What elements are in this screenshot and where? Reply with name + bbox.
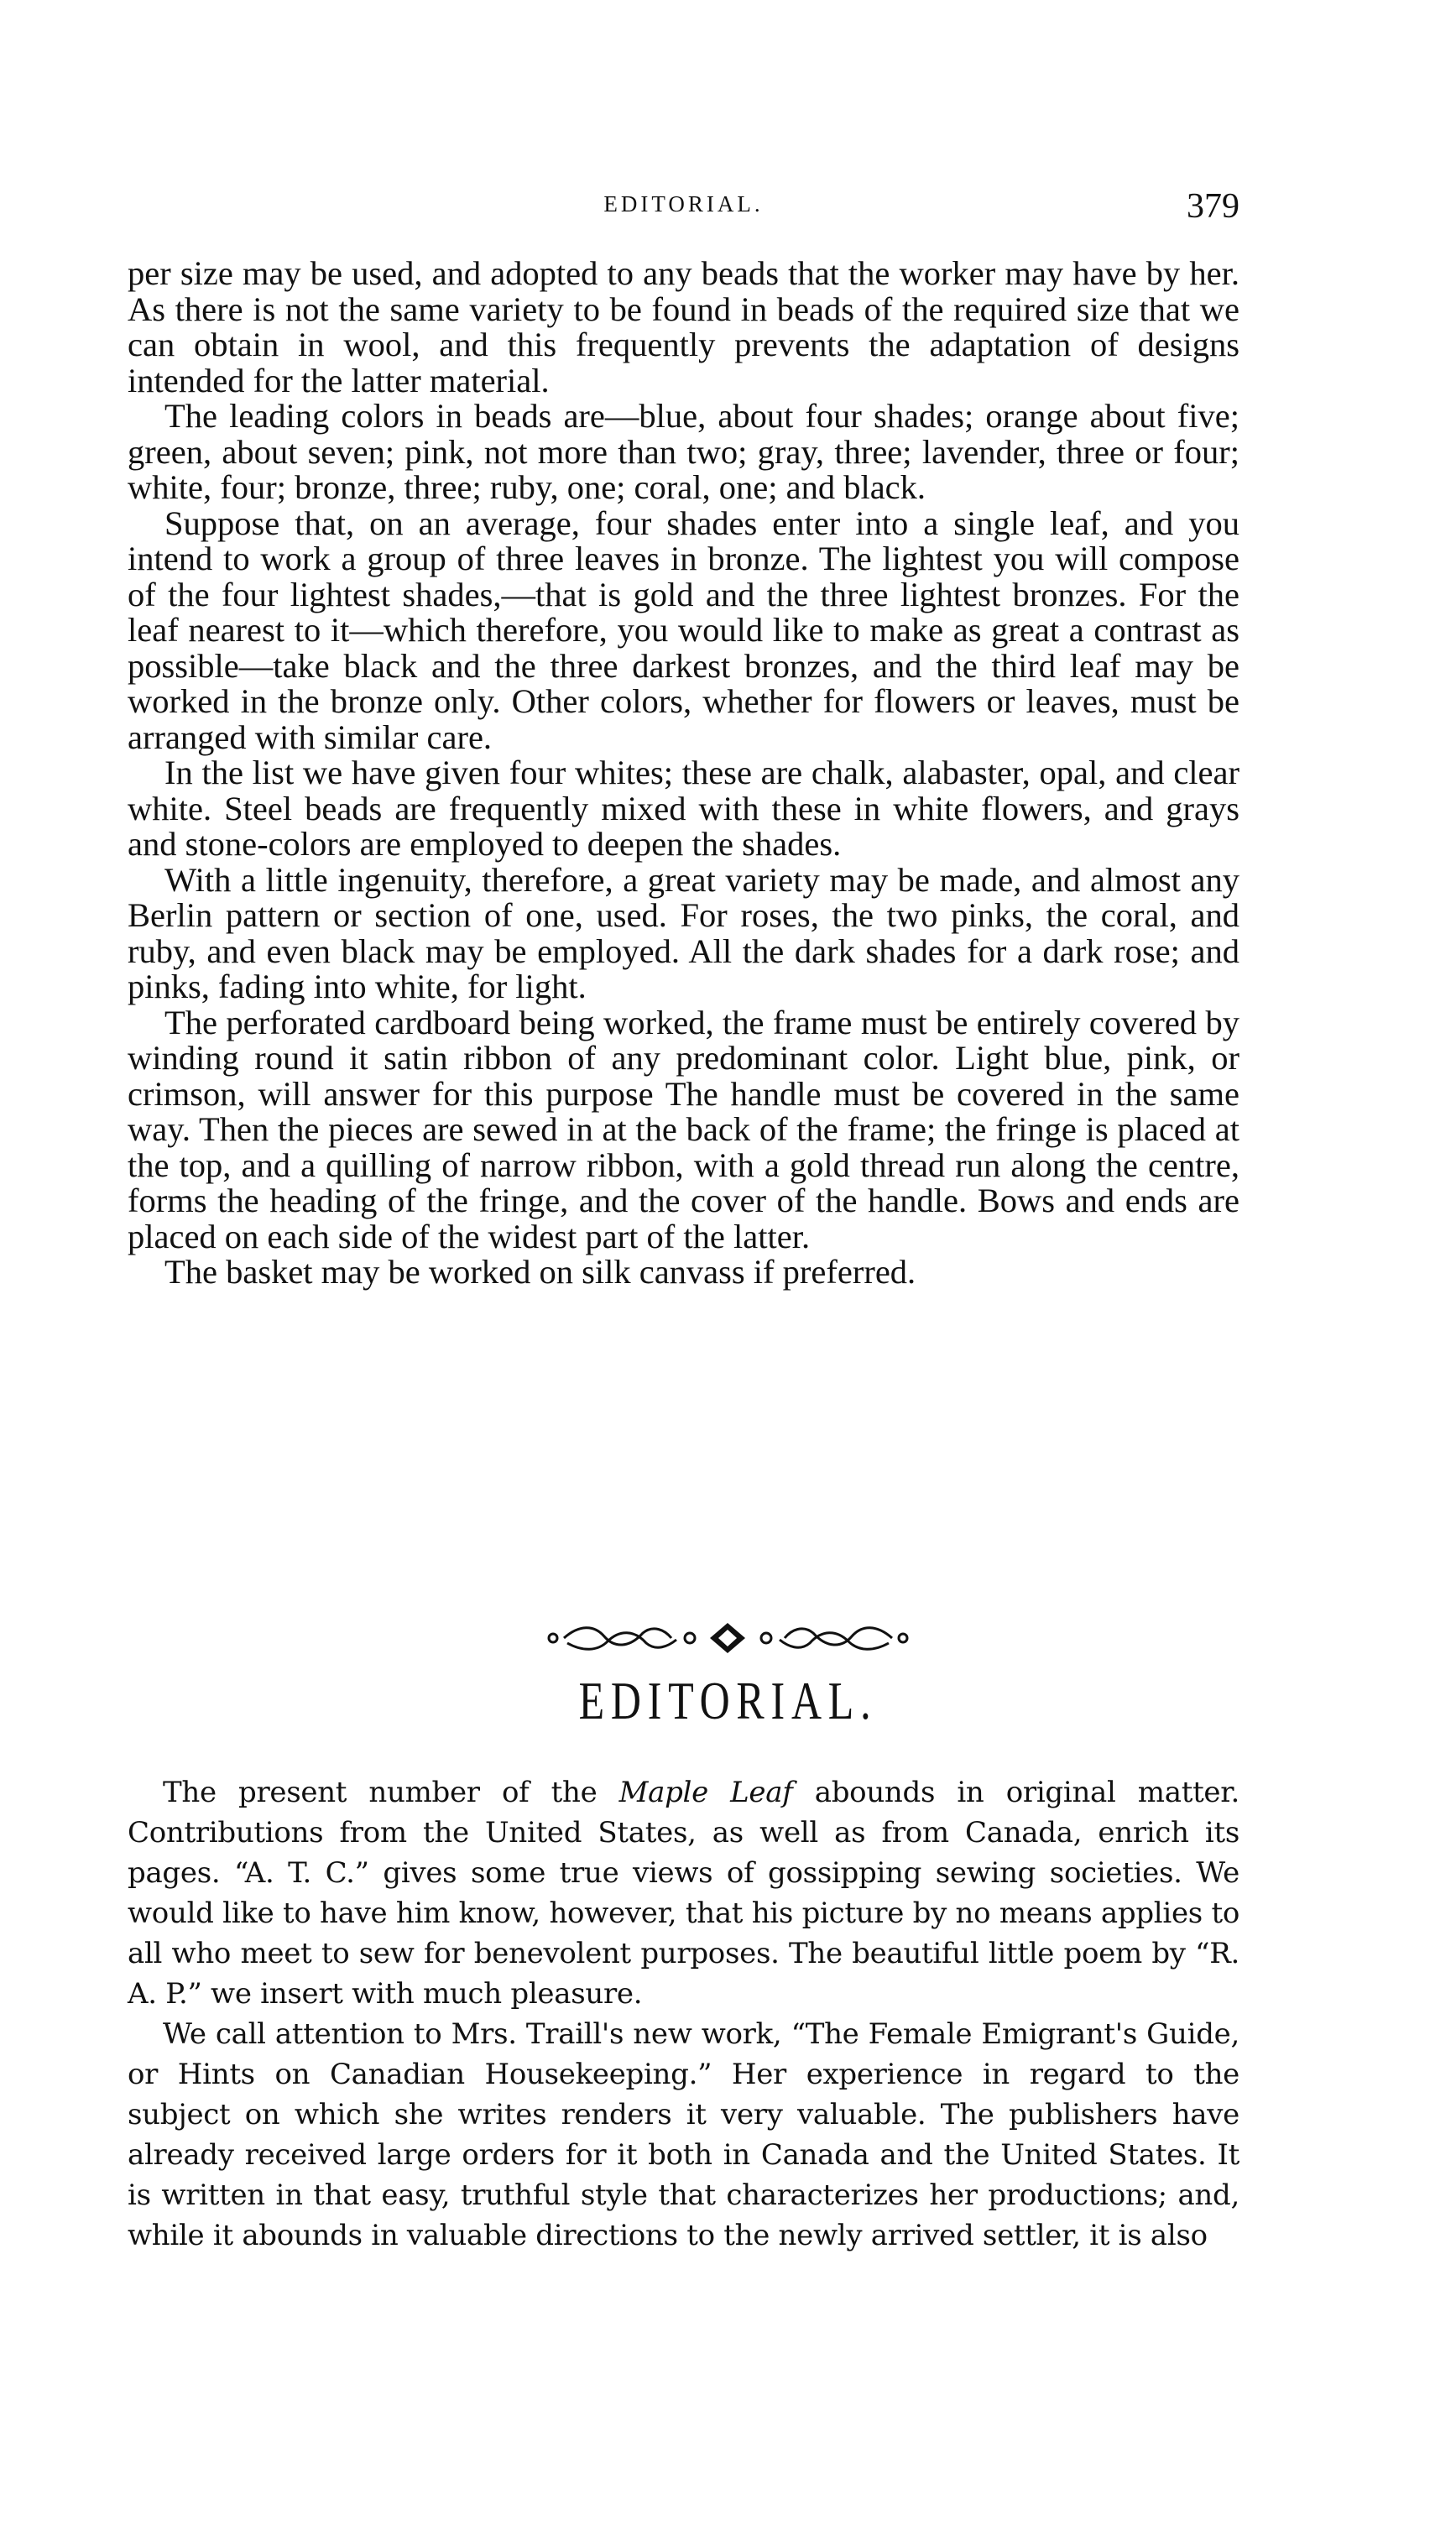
section-title: EDITORIAL. <box>578 1671 878 1730</box>
article-paragraph: Suppose that, on an average, four shades enter into a single leaf, and you intend to work a group of three leaves in bronze. The lightest you will compose of the four lightest shades,—that is gold and the three lightest bronzes. For the leaf nearest to it—which therefore, you would like to make as great a contrast as possible—take black and the three darkest bronzes, and the third leaf may be worked in the bronze only. Other colors, whether for flowers or leaves, must be arranged with similar care. <box>128 504 1239 756</box>
running-head <box>128 186 1239 228</box>
publication-title: Maple Leaf <box>618 1776 793 1809</box>
article-paragraph: In the list we have given four whites; these are chalk, alabaster, opal, and clear white. Steel beads are frequently mixed with these in white flowers, and grays and stone-colors are employed to deepen the shades. <box>128 754 1239 863</box>
scroll-ornament-icon <box>0 1621 1456 1655</box>
article-body <box>128 256 1239 1291</box>
editorial-text: abounds in original matter. Contributions from the United States, as well as from Canada, enrich its pages. “A. T. C.” gives some true views of gossipping sewing societies. We would like to have him know, however, that his picture by no means applies to all who meet to sew for benevolent purposes. The beautiful little poem by “R. A. P.” we insert with much pleasure. <box>128 1776 1239 2011</box>
article-paragraph: per size may be used, and adopted to any beads that the worker may have by her. As there is not the same variety to be found in beads of the required size that we can obtain in wool, and this frequently prevents the adaptation of designs intended for the latter material. <box>128 254 1239 399</box>
article-paragraph: With a little ingenuity, therefore, a great variety may be made, and almost any Berlin pattern or section of one, used. For roses, the two pinks, the coral, and ruby, and even black may be employed. All the dark shades for a dark rose; and pinks, fading into white, for light. <box>128 860 1239 1005</box>
article-paragraph: The basket may be worked on silk canvass if preferred. <box>164 1253 916 1291</box>
editorial-body <box>128 1772 1239 2256</box>
editorial-text: The present number of the <box>163 1776 619 1809</box>
article-paragraph: The leading colors in beads are—blue, about four shades; orange about five; green, about seven; pink, not more than two; gray, three; lavender, three or four; white, four; bronze, three; ruby, one; coral, one; and black. <box>128 397 1239 506</box>
running-title: EDITORIAL. <box>603 191 764 217</box>
article-paragraph: The perforated cardboard being worked, the frame must be entirely covered by winding round it satin ribbon of any predominant color. Light blue, pink, or crimson, will answer for this purpose The handle must be covered in the same way. Then the pieces are sewed in at the back of the frame; the fringe is placed at the top, and a quilling of narrow ribbon, with a gold thread run along the centre, forms the heading of the fringe, and the cover of the handle. Bows and ends are placed on each side of the widest part of the latter. <box>128 1003 1239 1255</box>
editorial-paragraph <box>128 1772 1239 2014</box>
editorial-paragraph: We call attention to Mrs. Traill's new work, “The Female Emigrant's Guide, or Hints on Canadian Housekeeping.” Her experience in regard to the subject on which she writes renders it very valuable. The publishers have already received large orders for it both in Canada and the United States. It is written in that easy, truthful style that characterizes her productions; and, while it abounds in valuable directions to the newly arrived settler, it is also <box>128 2017 1239 2252</box>
page-number: 379 <box>1187 187 1239 226</box>
